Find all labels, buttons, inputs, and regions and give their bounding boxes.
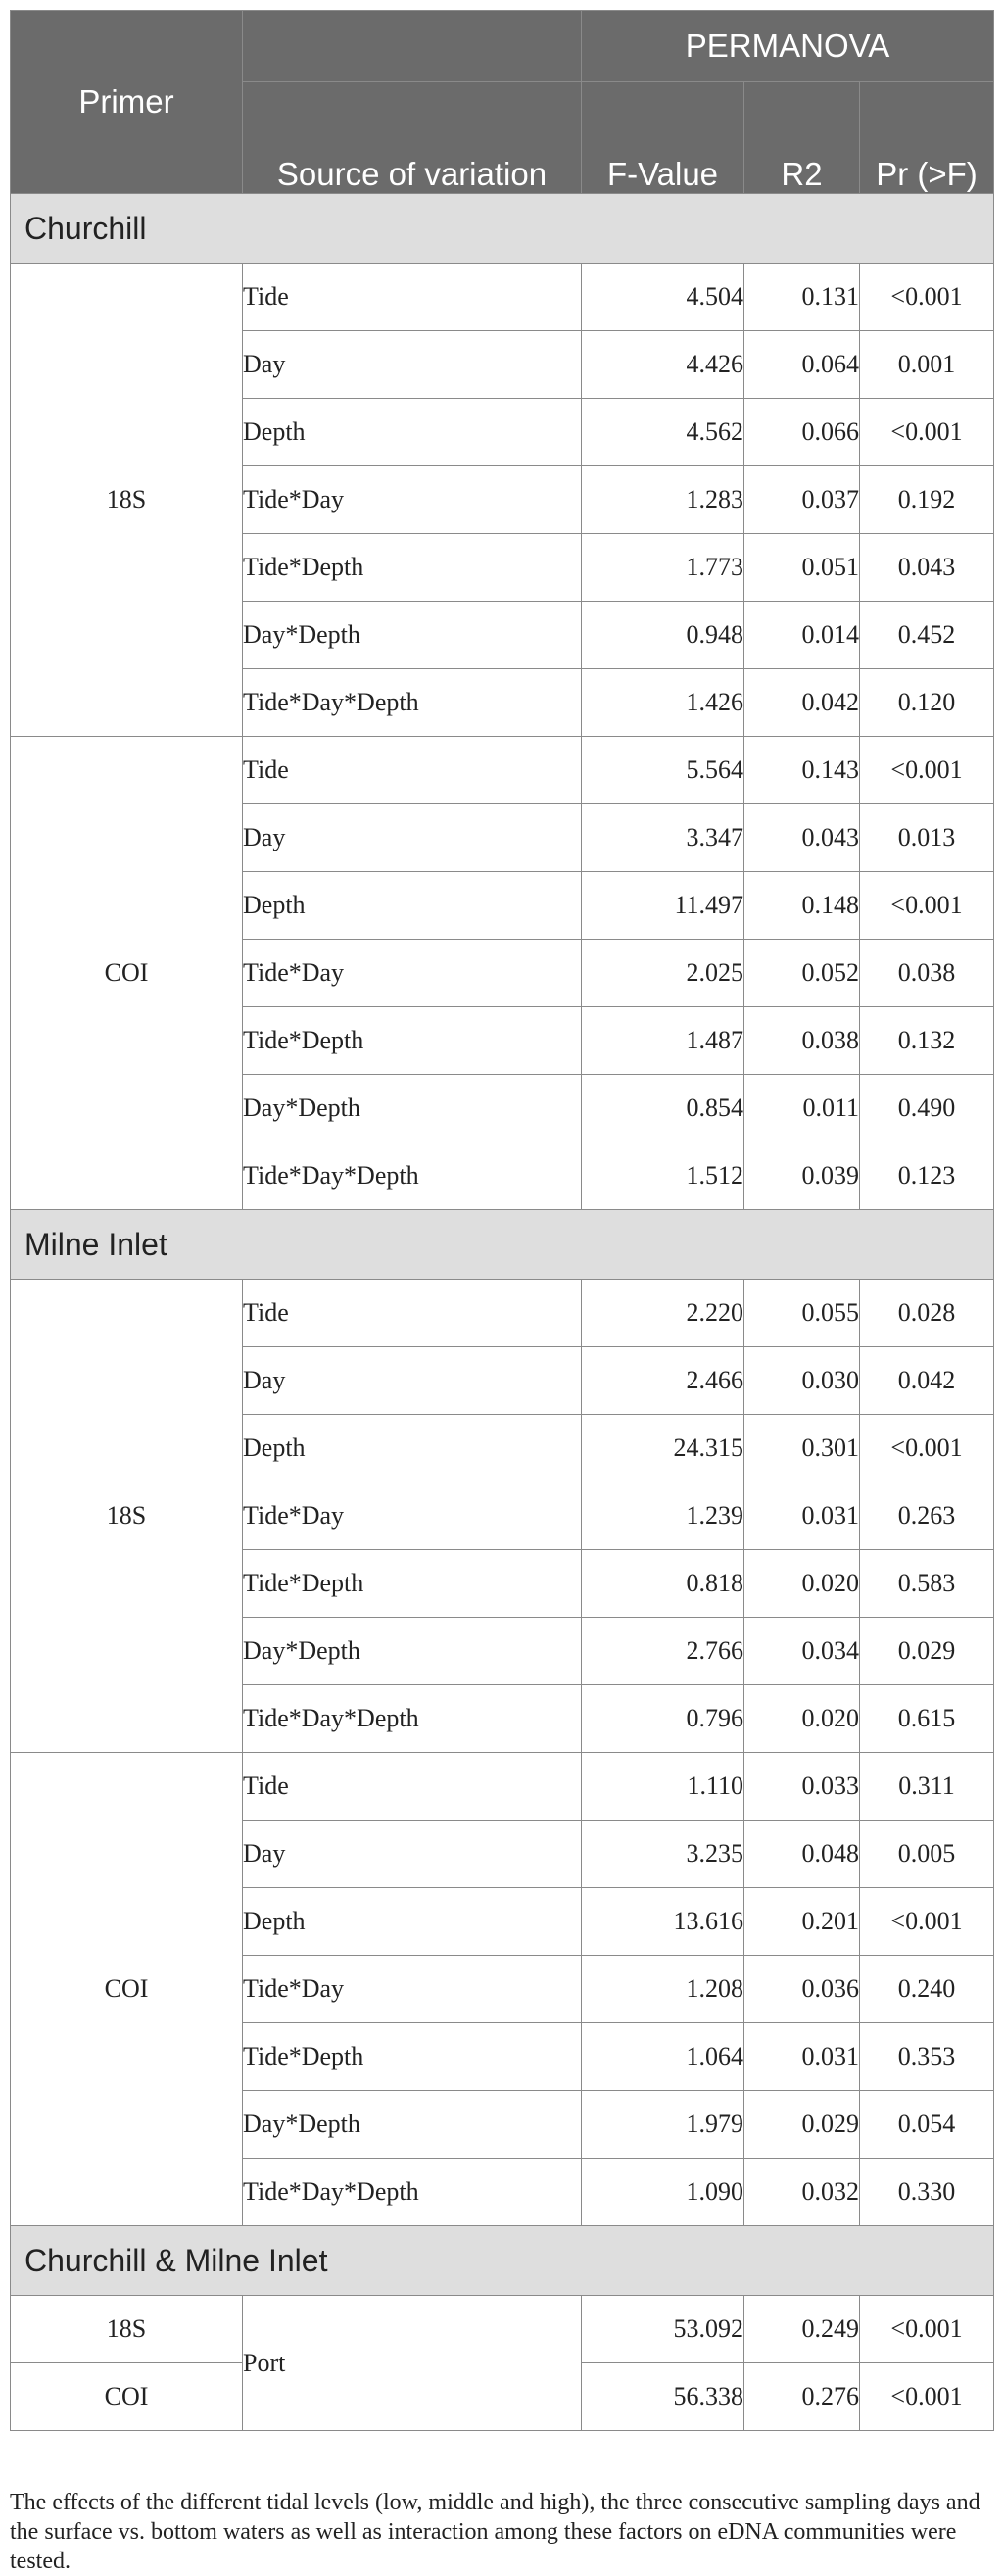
pr-cell: 0.001 xyxy=(860,331,994,399)
r2-cell: 0.048 xyxy=(744,1821,860,1888)
r2-cell: 0.038 xyxy=(744,1007,860,1075)
permanova-table xyxy=(10,10,994,2431)
r2-cell: 0.011 xyxy=(744,1075,860,1142)
r2-cell: 0.301 xyxy=(744,1415,860,1482)
r2-cell: 0.043 xyxy=(744,804,860,872)
f-value-cell: 5.564 xyxy=(582,737,744,804)
primer-cell: COI xyxy=(11,1753,243,2226)
r2-cell: 0.037 xyxy=(744,466,860,534)
header-source-top-cell xyxy=(243,11,582,82)
r2-cell: 0.039 xyxy=(744,1142,860,1210)
pr-cell: <0.001 xyxy=(860,872,994,940)
table-row xyxy=(11,2296,994,2363)
pr-cell: 0.615 xyxy=(860,1685,994,1753)
source-cell: Tide*Depth xyxy=(243,2023,582,2091)
r2-cell: 0.066 xyxy=(744,399,860,466)
pr-cell: 0.042 xyxy=(860,1347,994,1415)
r2-cell: 0.276 xyxy=(744,2363,860,2431)
pr-cell: 0.054 xyxy=(860,2091,994,2159)
r2-cell: 0.131 xyxy=(744,264,860,331)
r2-cell: 0.033 xyxy=(744,1753,860,1821)
primer-cell: 18S xyxy=(11,2296,243,2363)
table-row xyxy=(11,1753,994,1821)
pr-cell: 0.029 xyxy=(860,1618,994,1685)
primer-cell: COI xyxy=(11,737,243,1210)
header-primer: Primer xyxy=(11,11,243,194)
source-cell: Depth xyxy=(243,872,582,940)
f-value-cell: 13.616 xyxy=(582,1888,744,1956)
source-cell: Tide*Depth xyxy=(243,534,582,602)
f-value-cell: 2.766 xyxy=(582,1618,744,1685)
header-source: Source of variation xyxy=(243,82,582,194)
f-value-cell: 1.426 xyxy=(582,669,744,737)
pr-cell: 0.013 xyxy=(860,804,994,872)
r2-cell: 0.249 xyxy=(744,2296,860,2363)
r2-cell: 0.055 xyxy=(744,1280,860,1347)
section-row xyxy=(11,2226,994,2296)
header-permanova: PERMANOVA xyxy=(582,11,994,82)
header-pr: Pr (>F) xyxy=(860,82,994,194)
f-value-cell: 53.092 xyxy=(582,2296,744,2363)
source-cell: Tide*Day xyxy=(243,466,582,534)
pr-cell: 0.353 xyxy=(860,2023,994,2091)
source-cell: Tide*Depth xyxy=(243,1007,582,1075)
source-cell: Tide*Day xyxy=(243,1482,582,1550)
r2-cell: 0.032 xyxy=(744,2159,860,2226)
source-cell: Tide*Day xyxy=(243,940,582,1007)
f-value-cell: 1.283 xyxy=(582,466,744,534)
f-value-cell: 1.064 xyxy=(582,2023,744,2091)
table-footnote: The effects of the different tidal levels (low, middle and high), the three consecutive sampling days and the surface vs. bottom waters as well as interaction among these factors on eDNA communities were tested. xyxy=(10,2490,980,2574)
r2-cell: 0.051 xyxy=(744,534,860,602)
table-row xyxy=(11,264,994,331)
section-row xyxy=(11,1210,994,1280)
pr-cell: <0.001 xyxy=(860,399,994,466)
source-cell: Tide xyxy=(243,1280,582,1347)
pr-cell: 0.490 xyxy=(860,1075,994,1142)
f-value-cell: 4.562 xyxy=(582,399,744,466)
f-value-cell: 56.338 xyxy=(582,2363,744,2431)
pr-cell: 0.330 xyxy=(860,2159,994,2226)
r2-cell: 0.034 xyxy=(744,1618,860,1685)
section-title: Churchill & Milne Inlet xyxy=(11,2226,994,2296)
source-cell: Day*Depth xyxy=(243,1618,582,1685)
pr-cell: 0.452 xyxy=(860,602,994,669)
f-value-cell: 24.315 xyxy=(582,1415,744,1482)
pr-cell: 0.192 xyxy=(860,466,994,534)
f-value-cell: 0.818 xyxy=(582,1550,744,1618)
f-value-cell: 11.497 xyxy=(582,872,744,940)
source-cell: Tide*Day*Depth xyxy=(243,1685,582,1753)
r2-cell: 0.064 xyxy=(744,331,860,399)
r2-cell: 0.030 xyxy=(744,1347,860,1415)
f-value-cell: 0.854 xyxy=(582,1075,744,1142)
pr-cell: 0.043 xyxy=(860,534,994,602)
r2-cell: 0.148 xyxy=(744,872,860,940)
r2-cell: 0.036 xyxy=(744,1956,860,2023)
pr-cell: <0.001 xyxy=(860,2296,994,2363)
f-value-cell: 2.220 xyxy=(582,1280,744,1347)
section-title: Milne Inlet xyxy=(11,1210,994,1280)
pr-cell: 0.123 xyxy=(860,1142,994,1210)
source-cell: Day xyxy=(243,804,582,872)
pr-cell: <0.001 xyxy=(860,264,994,331)
header-r2: R2 xyxy=(744,82,860,194)
source-cell: Tide*Day*Depth xyxy=(243,669,582,737)
f-value-cell: 1.090 xyxy=(582,2159,744,2226)
r2-cell: 0.031 xyxy=(744,1482,860,1550)
pr-cell: <0.001 xyxy=(860,737,994,804)
source-cell: Day xyxy=(243,331,582,399)
table-row xyxy=(11,1280,994,1347)
source-cell: Day xyxy=(243,1821,582,1888)
r2-cell: 0.014 xyxy=(744,602,860,669)
r2-cell: 0.042 xyxy=(744,669,860,737)
source-cell: Tide xyxy=(243,737,582,804)
pr-cell: 0.038 xyxy=(860,940,994,1007)
f-value-cell: 1.208 xyxy=(582,1956,744,2023)
source-cell: Day*Depth xyxy=(243,2091,582,2159)
f-value-cell: 0.796 xyxy=(582,1685,744,1753)
pr-cell: 0.311 xyxy=(860,1753,994,1821)
f-value-cell: 1.239 xyxy=(582,1482,744,1550)
r2-cell: 0.052 xyxy=(744,940,860,1007)
source-cell: Depth xyxy=(243,1888,582,1956)
primer-cell: 18S xyxy=(11,264,243,737)
pr-cell: 0.132 xyxy=(860,1007,994,1075)
f-value-cell: 1.979 xyxy=(582,2091,744,2159)
pr-cell: 0.263 xyxy=(860,1482,994,1550)
f-value-cell: 1.487 xyxy=(582,1007,744,1075)
pr-cell: 0.120 xyxy=(860,669,994,737)
r2-cell: 0.031 xyxy=(744,2023,860,2091)
f-value-cell: 1.512 xyxy=(582,1142,744,1210)
source-cell: Depth xyxy=(243,399,582,466)
primer-cell: 18S xyxy=(11,1280,243,1753)
f-value-cell: 1.773 xyxy=(582,534,744,602)
f-value-cell: 4.504 xyxy=(582,264,744,331)
source-cell: Day*Depth xyxy=(243,602,582,669)
table-row xyxy=(11,737,994,804)
source-cell: Day*Depth xyxy=(243,1075,582,1142)
r2-cell: 0.143 xyxy=(744,737,860,804)
f-value-cell: 3.347 xyxy=(582,804,744,872)
f-value-cell: 0.948 xyxy=(582,602,744,669)
r2-cell: 0.201 xyxy=(744,1888,860,1956)
f-value-cell: 1.110 xyxy=(582,1753,744,1821)
section-title: Churchill xyxy=(11,194,994,264)
source-cell: Tide*Day*Depth xyxy=(243,2159,582,2226)
source-cell: Tide xyxy=(243,1753,582,1821)
source-cell: Depth xyxy=(243,1415,582,1482)
source-cell: Tide*Day*Depth xyxy=(243,1142,582,1210)
table-body xyxy=(11,194,994,2431)
source-cell: Tide*Day xyxy=(243,1956,582,2023)
f-value-cell: 2.466 xyxy=(582,1347,744,1415)
source-cell: Day xyxy=(243,1347,582,1415)
pr-cell: 0.583 xyxy=(860,1550,994,1618)
source-cell: Tide*Depth xyxy=(243,1550,582,1618)
source-cell: Tide xyxy=(243,264,582,331)
f-value-cell: 2.025 xyxy=(582,940,744,1007)
pr-cell: <0.001 xyxy=(860,2363,994,2431)
pr-cell: <0.001 xyxy=(860,1415,994,1482)
source-cell: Port xyxy=(243,2296,582,2431)
pr-cell: 0.028 xyxy=(860,1280,994,1347)
primer-cell: COI xyxy=(11,2363,243,2431)
r2-cell: 0.020 xyxy=(744,1550,860,1618)
f-value-cell: 4.426 xyxy=(582,331,744,399)
pr-cell: 0.240 xyxy=(860,1956,994,2023)
pr-cell: 0.005 xyxy=(860,1821,994,1888)
section-row xyxy=(11,194,994,264)
table-header xyxy=(11,11,994,194)
f-value-cell: 3.235 xyxy=(582,1821,744,1888)
r2-cell: 0.020 xyxy=(744,1685,860,1753)
header-f-value: F-Value xyxy=(582,82,744,194)
r2-cell: 0.029 xyxy=(744,2091,860,2159)
pr-cell: <0.001 xyxy=(860,1888,994,1956)
